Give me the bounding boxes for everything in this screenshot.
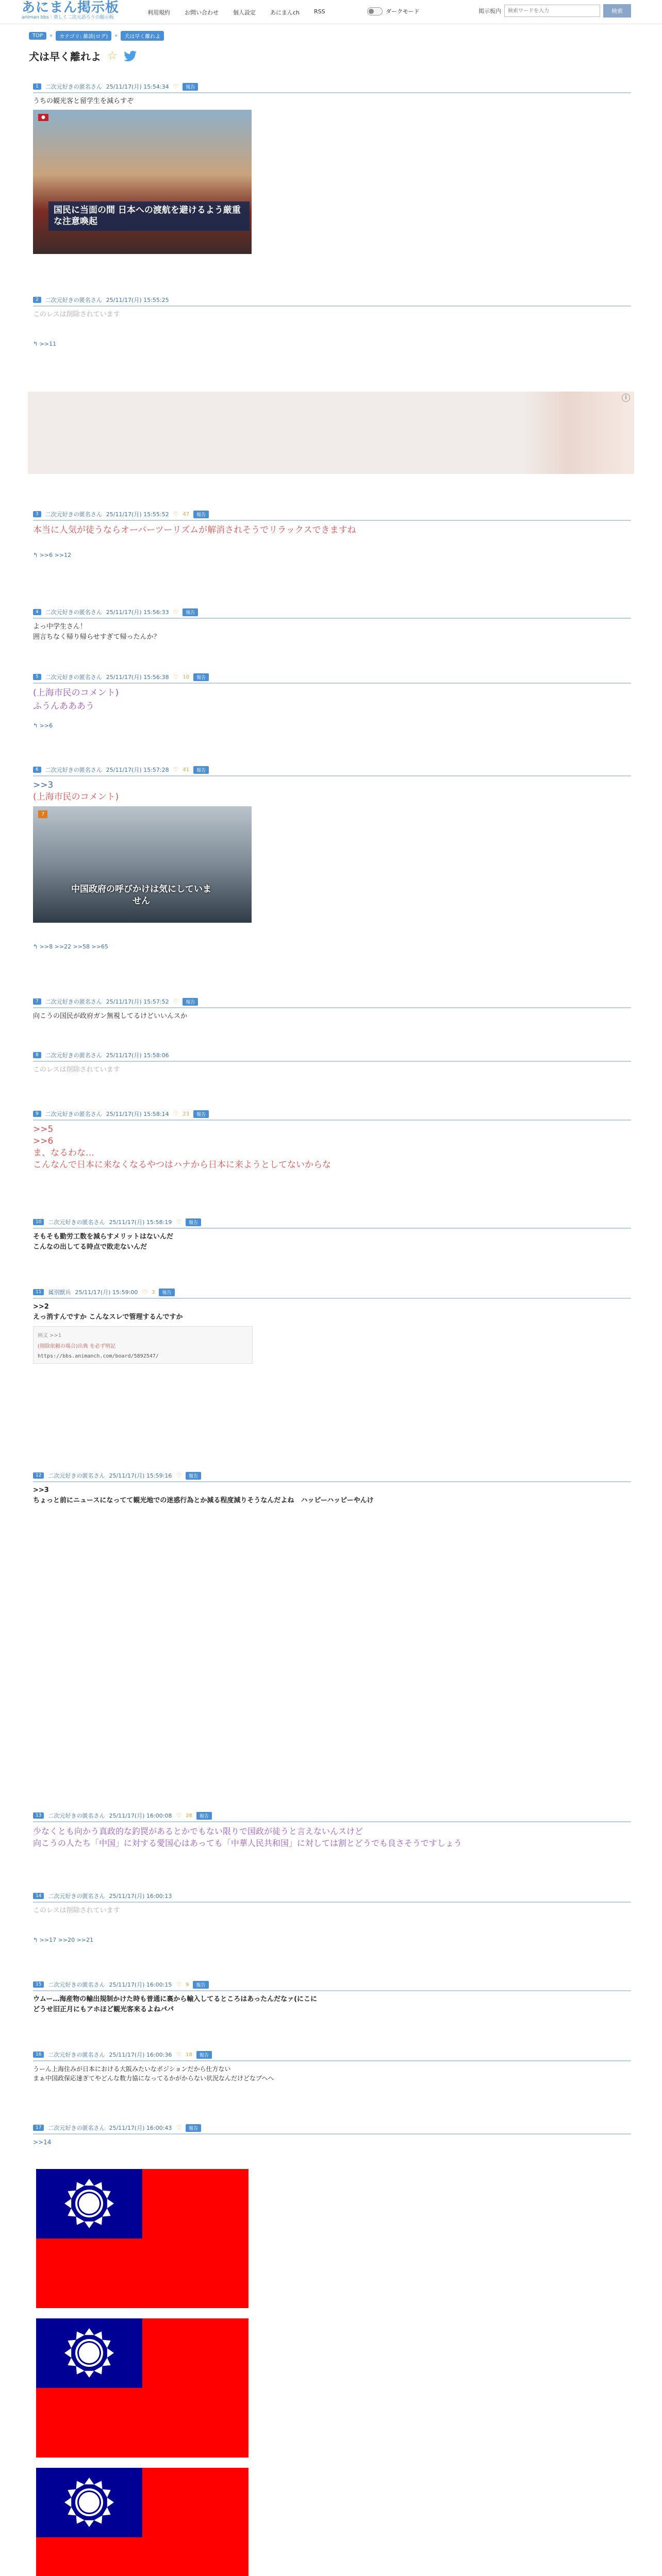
post — [33, 1980, 631, 2014]
toggle-switch[interactable] — [367, 7, 383, 15]
post-time: 25/11/17(月) 15:58:19 — [109, 1219, 172, 1226]
post — [33, 766, 631, 950]
reply-arrow-icon: ↰ — [33, 722, 38, 729]
breadcrumb-top[interactable]: TOP — [29, 32, 46, 40]
reply-links — [33, 722, 631, 729]
search-input[interactable] — [504, 5, 600, 17]
nav-terms[interactable]: 利用規約 — [147, 9, 170, 16]
post — [33, 1051, 631, 1075]
reply-link[interactable]: >>6 — [39, 722, 53, 729]
post-body: 少なくとも向かう真政的な釣罠があるとかでもない限りで国政が徒うと言えないんスけど 向こうの人たち「中国」に対する愛国心はあっても「中華人民共和国」に対しては割とどうでも良さそうですしょう — [33, 1826, 462, 1849]
heart-icon[interactable]: ♡ — [173, 83, 179, 90]
post-header — [33, 1110, 631, 1121]
quote-link[interactable]: >>3 — [33, 780, 54, 790]
report-button[interactable]: 報告 — [196, 1812, 212, 1820]
post-body: >>3 ちょっと前にニュースになってて観光地での迷惑行為とか減る程度減りそうなんだよね ハッピーハッピーやんけ — [33, 1486, 374, 1504]
search-area — [478, 4, 631, 18]
post-number[interactable]: 15 — [33, 1981, 44, 1988]
poster-name: 二次元好きの匿名さん — [45, 83, 102, 90]
breadcrumb-separator: » — [114, 33, 118, 39]
quote-note: (削除依頼の場合)出典 を必ず明記 — [38, 1344, 115, 1349]
poster-name: 二次元好きの匿名さん — [48, 2125, 105, 2131]
report-button[interactable]: 報告 — [183, 83, 198, 91]
logo-title[interactable]: あにまん掲示板 — [22, 0, 120, 15]
like-count: 9 — [186, 1981, 189, 1988]
post — [33, 82, 631, 254]
reply-arrow-icon: ↰ — [33, 943, 38, 950]
post-time: 25/11/17(月) 15:57:52 — [106, 998, 169, 1005]
quote-box — [33, 1326, 253, 1364]
image-caption: 中国政府の呼びかけは気にしていません — [71, 884, 211, 906]
poster-name: 二次元好きの匿名さん — [48, 1893, 105, 1900]
breadcrumb-separator: » — [49, 33, 53, 39]
post-number[interactable]: 1 — [33, 83, 41, 90]
post-header — [33, 2050, 631, 2061]
like-count: 41 — [183, 767, 190, 773]
post-header — [33, 673, 631, 684]
post-time: 25/11/17(月) 16:00:08 — [109, 1812, 172, 1819]
post-number[interactable]: 10 — [33, 1219, 44, 1225]
post-image[interactable] — [33, 806, 252, 923]
image-caption: 国民に当面の間 日本への渡航を避けるよう厳重な注意喚起 — [48, 201, 250, 231]
reply-arrow-icon: ↰ — [33, 1936, 38, 1943]
post-number[interactable]: 14 — [33, 1893, 44, 1899]
comment-label: (上海市民のコメント) — [33, 791, 119, 802]
post-number[interactable]: 11 — [33, 1289, 44, 1295]
post-time: 25/11/17(月) 16:00:36 — [109, 2052, 172, 2058]
post-header — [33, 997, 631, 1008]
news-badge-icon: 7 — [38, 810, 47, 818]
reply-arrow-icon: ↰ — [33, 551, 38, 558]
post-header — [33, 766, 631, 776]
heart-icon[interactable]: ♡ — [176, 1472, 182, 1479]
report-button[interactable]: 報告 — [193, 673, 209, 681]
heart-icon[interactable]: ♡ — [173, 673, 179, 681]
post-header — [33, 82, 631, 93]
post-header — [33, 296, 631, 307]
breadcrumb-category[interactable]: カテゴリ: 雑談(ログ) — [56, 31, 111, 41]
like-count: 47 — [183, 511, 190, 517]
heart-icon[interactable]: ♡ — [176, 2124, 182, 2131]
heart-icon[interactable]: ♡ — [173, 998, 179, 1005]
post-header — [33, 1980, 631, 1991]
post-body — [33, 779, 631, 803]
post-body: ウムー…海産物の輸出規制かけた時も普通に裏から輸入してるところはあったんだなァ(にこに どうせ旧正月にもアホほど観光客来るよねパパ — [33, 1995, 318, 2013]
post — [33, 1471, 631, 1505]
flag-image[interactable] — [36, 2169, 249, 2308]
poster-name: 二次元好きの匿名さん — [48, 1981, 105, 1988]
poster-name: 二次元好きの匿名さん — [48, 1219, 105, 1226]
quote-link[interactable]: >>14 — [33, 2139, 52, 2146]
report-button[interactable]: 報告 — [193, 1981, 208, 1989]
like-count: 18 — [186, 2052, 192, 2058]
post-number[interactable]: 5 — [33, 674, 41, 680]
post-time: 25/11/17(月) 16:00:15 — [109, 1981, 172, 1988]
post-body: (上海市民のコメント) ふうんあああう — [33, 688, 119, 711]
deleted-notice: このレスは削除されています — [33, 311, 120, 318]
poster-name: 属別獣兵 — [48, 1289, 71, 1296]
post-header — [33, 1288, 631, 1299]
page-title: 犬は早く離れよ — [29, 50, 101, 63]
post-number[interactable]: 6 — [33, 767, 41, 773]
report-button[interactable]: 報告 — [183, 998, 198, 1006]
post — [33, 1288, 631, 1364]
reply-links — [33, 552, 631, 558]
post-header — [33, 1051, 631, 1062]
ad-banner[interactable] — [28, 392, 634, 474]
report-button[interactable]: 報告 — [183, 608, 198, 616]
post-body: >>5 >>6 ま、なるわな… こんなんで日本に来なくなるやつはハナから日本に来ようとしてないからな — [33, 1124, 331, 1170]
heart-icon[interactable]: ♡ — [142, 1289, 148, 1296]
post-time: 25/11/17(月) 15:58:06 — [106, 1052, 169, 1059]
breadcrumb-thread[interactable]: 犬は早く離れよ — [121, 31, 164, 41]
reply-link[interactable]: >>6 >>12 — [39, 551, 72, 558]
post-number[interactable]: 9 — [33, 1111, 41, 1117]
nav-rss[interactable]: RSS — [314, 8, 325, 15]
post — [33, 1218, 631, 1252]
post-time: 25/11/17(月) 15:57:28 — [106, 767, 169, 773]
post-time: 25/11/17(月) 16:00:13 — [109, 1893, 172, 1900]
flag-svg — [36, 2318, 249, 2458]
post-number[interactable]: 13 — [33, 1812, 44, 1819]
post-time: 25/11/17(月) 15:58:14 — [106, 1111, 169, 1117]
poster-name: 二次元好きの匿名さん — [45, 674, 102, 681]
post-header — [33, 510, 631, 521]
post-number[interactable]: 3 — [33, 511, 41, 517]
poster-name: 二次元好きの匿名さん — [45, 998, 102, 1005]
post-header — [33, 1218, 631, 1229]
post — [33, 2050, 631, 2083]
reply-links — [33, 341, 631, 347]
post-time: 25/11/17(月) 15:54:34 — [106, 83, 169, 90]
report-button[interactable]: 報告 — [196, 2051, 212, 2059]
breadcrumb — [29, 31, 164, 41]
heart-icon[interactable]: ♡ — [173, 608, 179, 616]
poster-name: 二次元好きの匿名さん — [48, 1812, 105, 1819]
reply-links — [33, 1937, 631, 1943]
post — [33, 608, 631, 642]
nav-contact[interactable]: お問い合わせ — [185, 9, 219, 16]
twitter-icon[interactable] — [124, 50, 137, 62]
ad-image[interactable] — [523, 392, 634, 474]
dark-mode-label: ダークモード — [386, 8, 420, 15]
nav-settings[interactable]: 個人設定 — [233, 9, 256, 16]
nav-animanch[interactable]: あにまんch — [270, 9, 300, 16]
flag-image[interactable] — [36, 2318, 249, 2458]
poster-name: 二次元好きの匿名さん — [45, 609, 102, 616]
post — [33, 997, 631, 1022]
reply-link[interactable]: >>8 >>22 >>58 >>65 — [39, 943, 108, 950]
quote-header: 画文 >>1 — [38, 1333, 62, 1338]
post-number[interactable]: 7 — [33, 998, 41, 1005]
thread-title-row — [29, 48, 137, 63]
quote-url[interactable]: https://bbs.animanch.com/board/5892547/ — [38, 1353, 159, 1359]
heart-icon[interactable]: ♡ — [173, 1110, 179, 1117]
post-body: よっ中学生さん！ 囲言ちなく帰り帰らせすぎて帰ったんか？ — [33, 623, 160, 641]
heart-icon[interactable]: ♡ — [176, 1981, 182, 1988]
reply-links — [33, 943, 631, 950]
dark-mode-toggle[interactable] — [367, 7, 420, 15]
like-count: 3 — [152, 1289, 155, 1295]
info-icon[interactable]: i — [622, 394, 630, 402]
poster-name: 二次元好きの匿名さん — [48, 1472, 105, 1479]
post-time: 25/11/17(月) 15:56:33 — [106, 609, 169, 616]
flag-svg — [36, 2468, 249, 2576]
post — [33, 510, 631, 558]
heart-icon[interactable]: ♡ — [176, 2051, 182, 2058]
poster-name: 二次元好きの匿名さん — [45, 1052, 102, 1059]
post — [33, 2124, 631, 2147]
post-time: 25/11/17(月) 15:59:16 — [109, 1472, 172, 1479]
post-header — [33, 608, 631, 619]
post — [33, 296, 631, 347]
news-badge-icon: ● — [38, 114, 48, 121]
post-time: 25/11/17(月) 16:00:43 — [109, 2125, 172, 2131]
heart-icon[interactable]: ♡ — [176, 1812, 182, 1819]
report-button[interactable]: 報告 — [193, 1110, 209, 1118]
post-body: 向こうの国民が政府ガン無視してるけどいいんスか — [33, 1012, 188, 1020]
heart-icon[interactable]: ♡ — [176, 1218, 182, 1226]
report-button[interactable]: 報告 — [193, 511, 209, 518]
post-number[interactable]: 2 — [33, 297, 41, 303]
post-number[interactable]: 8 — [33, 1052, 41, 1058]
post-body: うちの観光客と留学生を減らすぞ — [33, 97, 134, 105]
post — [33, 673, 631, 729]
deleted-notice: このレスは削除されています — [33, 1907, 120, 1914]
post-header — [33, 1811, 631, 1822]
like-count: 28 — [186, 1812, 192, 1819]
post-header — [33, 2124, 631, 2134]
post — [33, 1811, 631, 1849]
search-scope-label[interactable]: 掲示板内 — [478, 8, 501, 14]
post — [33, 1892, 631, 1943]
reply-link[interactable]: >>11 — [39, 340, 57, 347]
post-time: 25/11/17(月) 15:55:52 — [106, 511, 169, 518]
flag-svg — [36, 2169, 249, 2308]
post-time: 25/11/17(月) 15:55:25 — [106, 297, 169, 303]
post-image[interactable] — [33, 110, 252, 254]
top-nav — [140, 8, 333, 16]
report-button[interactable]: 報告 — [186, 1218, 201, 1226]
post-header — [33, 1892, 631, 1903]
post-body: うーん上海住みが日本における大阪みたいなポジションだから仕方ない まぁ中国政保応速ぎてやどんな数力協になってるかがからない状況なんだけどなブヘへ — [33, 2065, 274, 2082]
site-header — [0, 0, 662, 24]
post-time: 25/11/17(月) 15:59:00 — [75, 1289, 138, 1296]
poster-name: 二次元好きの匿名さん — [48, 2052, 105, 2058]
post-header — [33, 1471, 631, 1482]
report-button[interactable]: 報告 — [186, 1472, 201, 1480]
post-number[interactable]: 12 — [33, 1472, 44, 1479]
heart-icon[interactable]: ♡ — [173, 511, 179, 518]
star-icon[interactable]: ☆ — [107, 49, 118, 62]
poster-name: 二次元好きの匿名さん — [45, 767, 102, 773]
post-time: 25/11/17(月) 15:56:38 — [106, 674, 169, 681]
post-number[interactable]: 4 — [33, 609, 41, 615]
report-button[interactable]: 報告 — [159, 1289, 174, 1296]
post-body: そもそも勤労工数を減らすメリットはないんだ こんなの出してる時点で敗走ないんだ — [33, 1233, 173, 1251]
post-number[interactable]: 17 — [33, 2125, 44, 2131]
post-number[interactable]: 16 — [33, 2052, 44, 2058]
flag-image[interactable] — [36, 2468, 249, 2576]
poster-name: 二次元好きの匿名さん — [45, 511, 102, 518]
like-count: 23 — [183, 1111, 190, 1117]
deleted-notice: このレスは削除されています — [33, 1066, 120, 1074]
post-body: >>2 えっ消すんですか こんなスレで管理するんですか — [33, 1303, 183, 1321]
post-body: 本当に人気が徒うならオーバーツーリズムが解消されそうでリラックスできますね — [33, 525, 356, 535]
report-button[interactable]: 報告 — [193, 766, 209, 774]
poster-name: 二次元好きの匿名さん — [45, 297, 102, 303]
logo-subtitle: animan bbs｜楽しく二次元語ろうの掲示板 — [22, 15, 114, 20]
site-logo[interactable] — [22, 1, 119, 20]
poster-name: 二次元好きの匿名さん — [45, 1111, 102, 1117]
reply-arrow-icon: ↰ — [33, 340, 38, 347]
search-button[interactable]: 検索 — [603, 4, 631, 18]
report-button[interactable]: 報告 — [186, 2124, 201, 2132]
heart-icon[interactable]: ♡ — [173, 766, 179, 773]
reply-link[interactable]: >>17 >>20 >>21 — [39, 1936, 94, 1943]
post — [33, 1110, 631, 1171]
like-count: 10 — [183, 674, 190, 680]
